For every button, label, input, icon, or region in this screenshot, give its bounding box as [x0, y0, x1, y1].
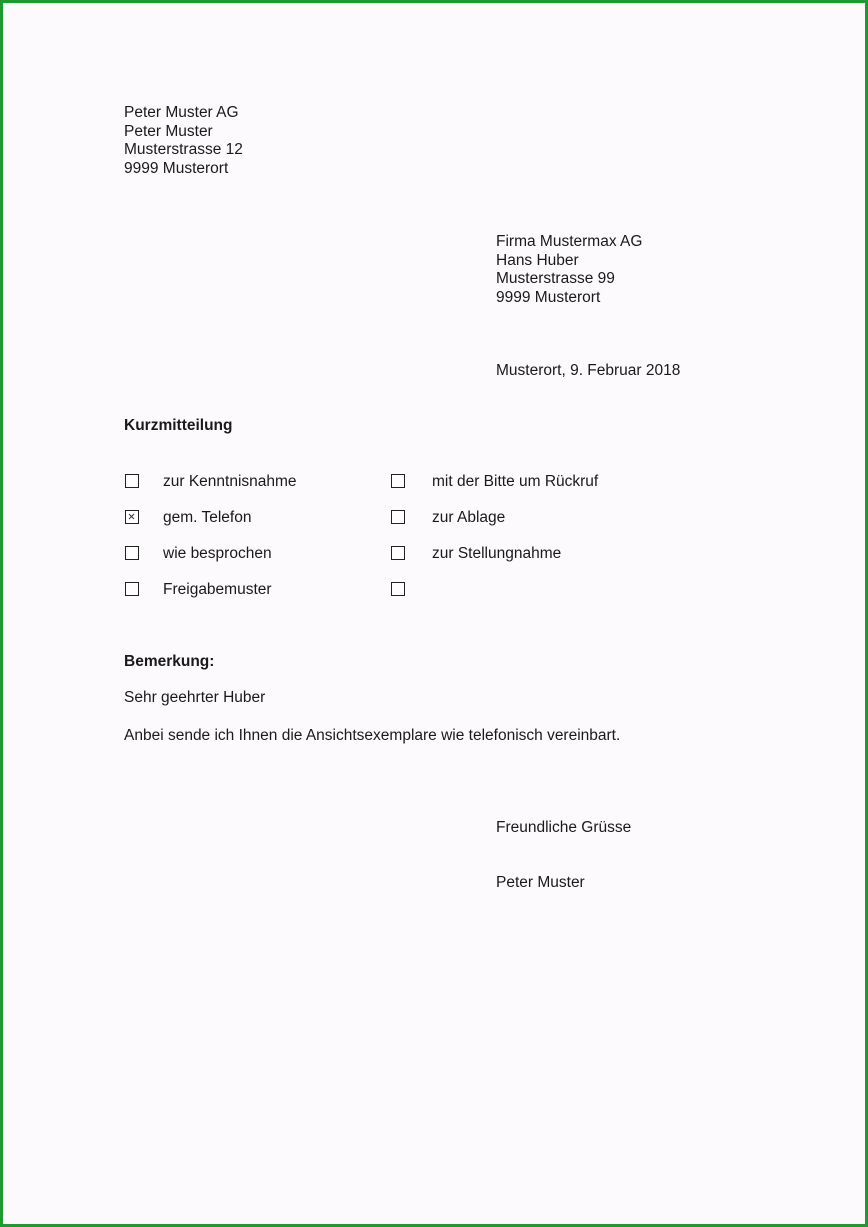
- recipient-street: Musterstrasse 99: [496, 270, 615, 287]
- checkbox-label-rueckruf: mit der Bitte um Rückruf: [432, 473, 599, 490]
- checkbox-label-stellungnahme: zur Stellungnahme: [432, 545, 562, 562]
- sender-city: 9999 Musterort: [124, 159, 229, 177]
- checkbox-freigabemuster[interactable]: [125, 582, 139, 596]
- document-title: [124, 417, 233, 436]
- body-text: Anbei sende ich Ihnen die Ansichtsexemplare wie telefonisch vereinbart.: [124, 727, 621, 744]
- sender-street: Musterstrasse 12: [124, 141, 243, 158]
- faint-watermark: [43, 1175, 93, 1191]
- checkbox-label-freigabemuster: Freigabemuster: [163, 581, 272, 598]
- checkbox-label-kenntnisnahme: zur Kenntnisnahme: [163, 473, 297, 490]
- signature-name: Peter Muster: [496, 874, 585, 891]
- remark-salutation: [124, 689, 265, 708]
- recipient-company: Firma Mustermax AG: [496, 233, 643, 250]
- closing-signature: [496, 874, 585, 893]
- checkbox-kenntnisnahme[interactable]: [125, 474, 139, 488]
- remark-heading: [124, 653, 214, 672]
- checkbox-empty[interactable]: [391, 582, 405, 596]
- recipient-name: Hans Huber: [496, 251, 579, 269]
- checkbox-ablage[interactable]: [391, 510, 405, 524]
- closing-greeting: [496, 819, 631, 838]
- letter-date: Musterort, 9. Februar 2018: [496, 362, 681, 379]
- sender-name: Peter Muster: [124, 122, 213, 140]
- heading-bemerkung: Bemerkung:: [124, 653, 215, 670]
- heading-kurzmitteilung: Kurzmitteilung: [124, 417, 233, 434]
- checkbox-label-ablage: zur Ablage: [432, 509, 506, 526]
- recipient-address: [496, 233, 642, 307]
- remark-body: [124, 727, 620, 746]
- greeting-text: Freundliche Grüsse: [496, 819, 632, 836]
- date-line: [496, 362, 680, 381]
- recipient-city: 9999 Musterort: [496, 288, 601, 306]
- checkbox-label-gem-telefon: gem. Telefon: [163, 509, 252, 526]
- sender-address: [124, 104, 243, 178]
- checkmark-x-icon: [126, 511, 137, 522]
- checkbox-gem-telefon[interactable]: [125, 510, 139, 524]
- checkbox-label-besprochen: wie besprochen: [163, 545, 272, 562]
- checkbox-rueckruf[interactable]: [391, 474, 405, 488]
- checkbox-besprochen[interactable]: [125, 546, 139, 560]
- checkbox-stellungnahme[interactable]: [391, 546, 405, 560]
- salutation-text: Sehr geehrter Huber: [124, 689, 266, 706]
- sender-company: Peter Muster AG: [124, 104, 239, 121]
